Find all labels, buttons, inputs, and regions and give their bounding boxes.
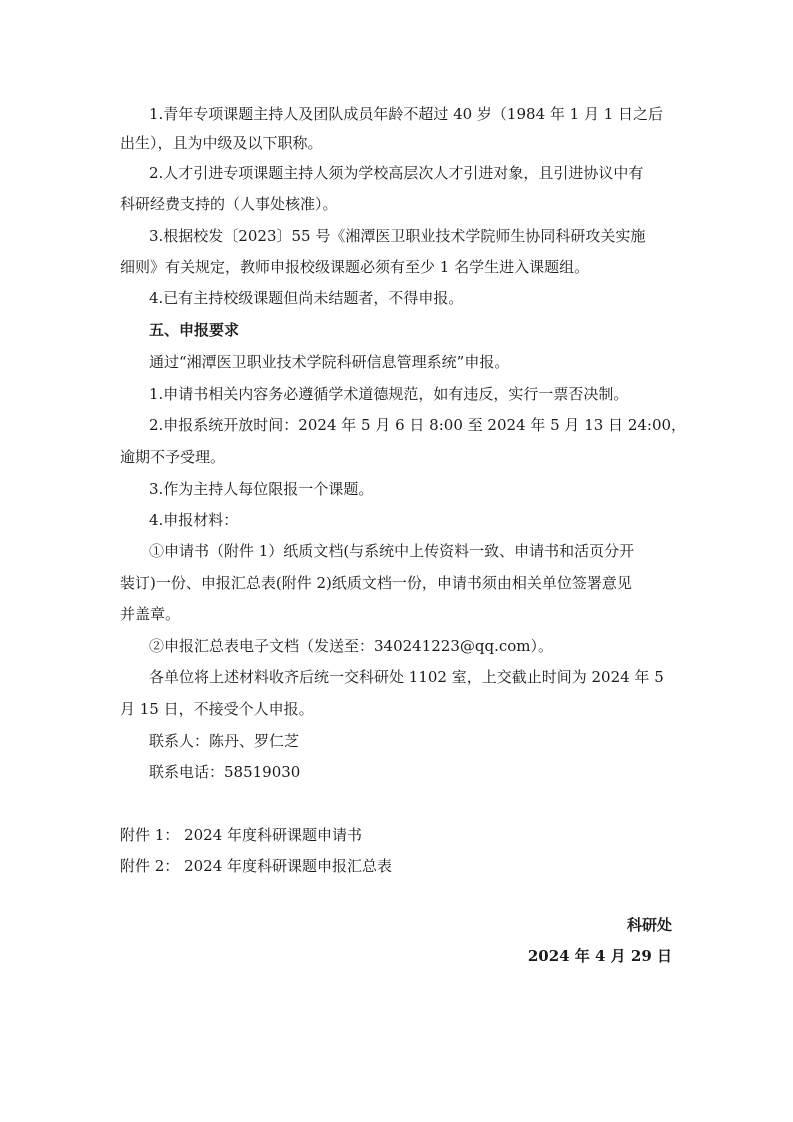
paragraph-line: 各单位将上述材料收齐后统一交科研处 1102 室，上交截止时间为 2024 年 5: [149, 668, 664, 686]
attachment-2: 附件 2： 2024 年度科研课题申报汇总表: [120, 857, 393, 875]
paragraph-line: 科研经费支持的（人事处核准）。: [120, 195, 338, 213]
paragraph-line: 装订)一份、申报汇总表(附件 2)纸质文档一份，申请书须由相关单位签署意见: [120, 574, 632, 592]
paragraph-line: 3.作为主持人每位限报一个课题。: [149, 480, 374, 498]
section-heading: 五、申报要求: [149, 321, 240, 339]
contact-person: 联系人：陈丹、罗仁芝: [149, 732, 300, 750]
paragraph-line: 4.申报材料：: [149, 511, 239, 529]
paragraph-line: 出生），且为中级及以下职称。: [120, 134, 323, 152]
paragraph-line: 并盖章。: [120, 605, 181, 623]
signature-date: 2024 年 4 月 29 日: [527, 947, 672, 965]
paragraph-line: 细则》有关规定，教师申报校级课题必须有至少 1 名学生进入课题组。: [120, 258, 590, 276]
paragraph-line: ①申请书（附件 1）纸质文档(与系统中上传资料一致、申请书和活页分开: [149, 542, 635, 560]
paragraph-line: 3.根据校发〔2023〕55 号《湘潭医卫职业技术学院师生协同科研攻关实施: [149, 227, 646, 245]
paragraph-line: 2.申报系统开放时间：2024 年 5 月 6 日 8:00 至 2024 年 5 月 13 日 24:00，: [149, 416, 687, 434]
paragraph-line: 1.申请书相关内容务必遵循学术道德规范，如有违反，实行一票否决制。: [149, 385, 629, 403]
paragraph-line: 逾期不予受理。: [120, 448, 226, 466]
attachment-1: 附件 1： 2024 年度科研课题申请书: [120, 826, 363, 844]
signature-org: 科研处: [626, 916, 672, 934]
contact-phone: 联系电话：58519030: [149, 763, 301, 781]
paragraph-line: 通过“湘潭医卫职业技术学院科研信息管理系统”申报。: [149, 353, 510, 371]
paragraph-line: 4.已有主持校级课题但尚未结题者，不得申报。: [149, 289, 464, 307]
paragraph-line: 1.青年专项课题主持人及团队成员年龄不超过 40 岁（1984 年 1 月 1 日之后: [149, 105, 664, 123]
paragraph-line: 月 15 日，不接受个人申报。: [120, 700, 314, 718]
paragraph-line: 2.人才引进专项课题主持人须为学校高层次人才引进对象，且引进协议中有: [149, 164, 644, 182]
paragraph-line: ②申报汇总表电子文档（发送至：340241223@qq.com）。: [149, 637, 554, 655]
